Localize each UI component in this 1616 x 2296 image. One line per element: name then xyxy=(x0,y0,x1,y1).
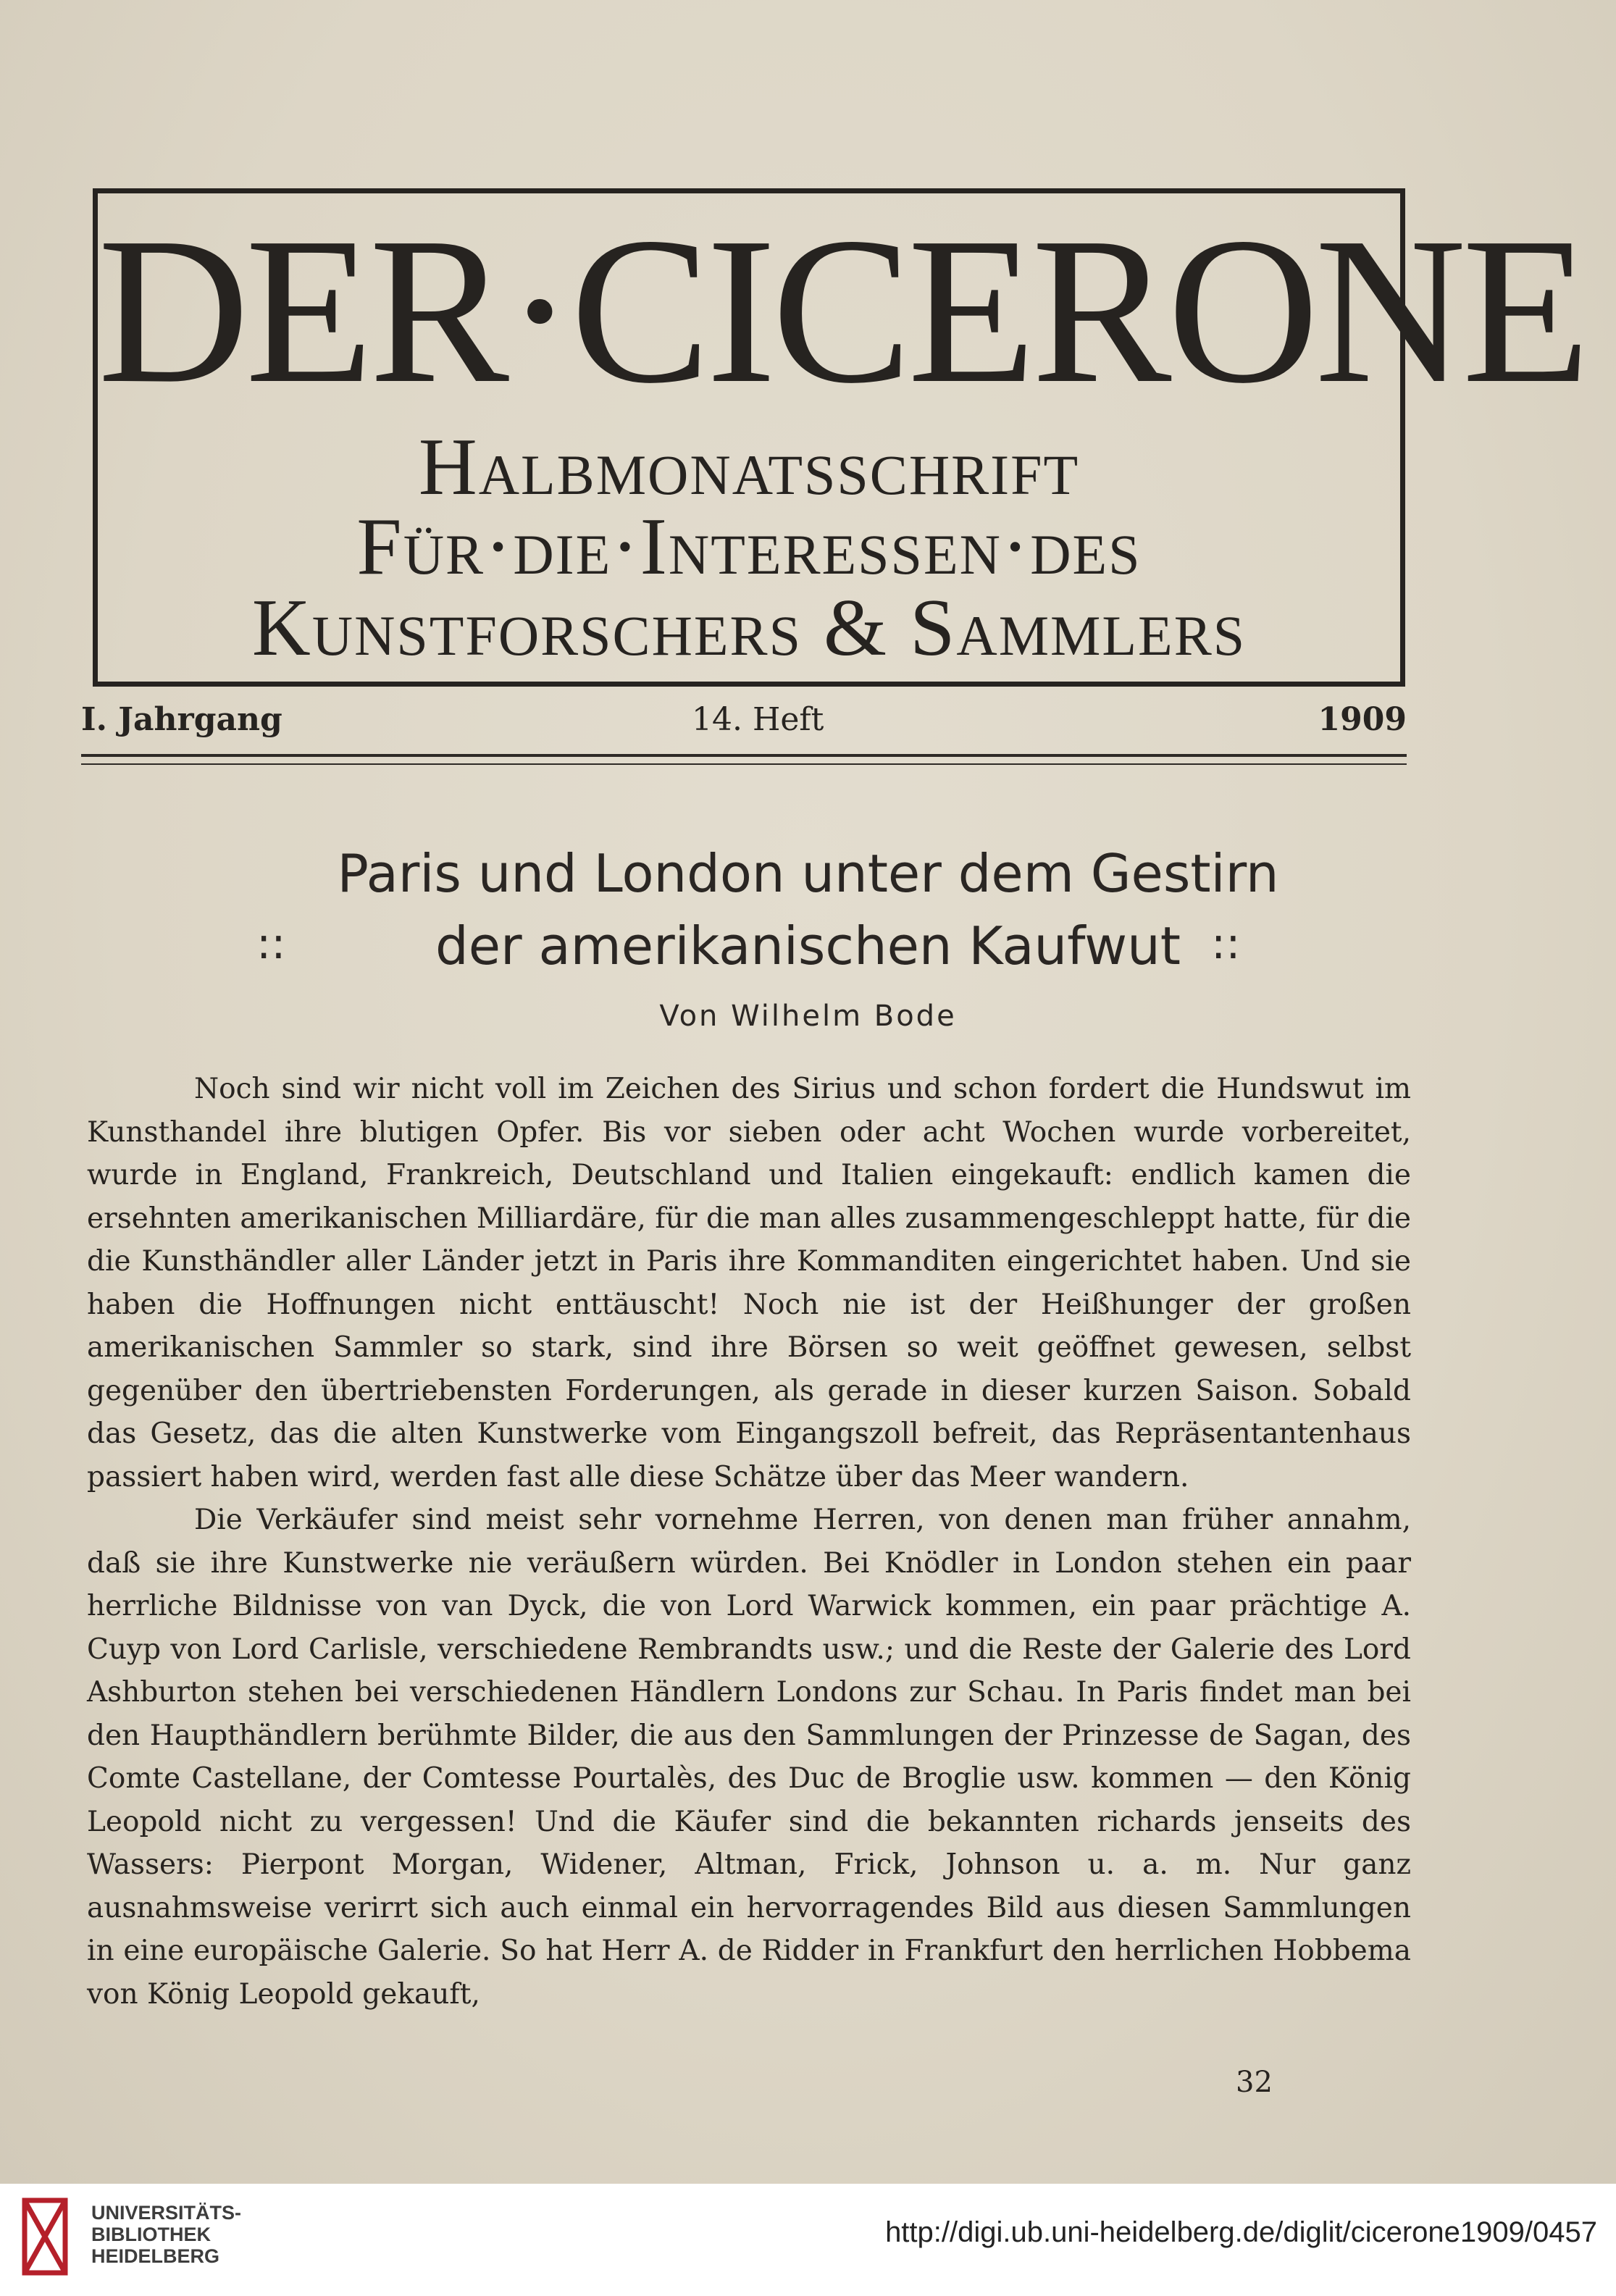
article-title-line-2: der amerikanischen Kaufwut xyxy=(435,916,1181,976)
title-ornament-right: :: xyxy=(1211,918,1241,969)
article-title-line-1: Paris und London unter dem Gestirn xyxy=(337,843,1279,904)
issue-volume: I. Jahrgang xyxy=(81,701,282,738)
page-number: 32 xyxy=(1236,2066,1273,2099)
header-rule-thick xyxy=(81,754,1407,757)
journal-title: DER·CICERONE xyxy=(98,194,1586,427)
title-ornament-left: :: xyxy=(256,918,286,969)
journal-subtitle-line-2: Für·die·Interessen·des xyxy=(356,502,1142,592)
masthead-frame xyxy=(93,188,1586,687)
source-url-link[interactable]: http://digi.ub.uni-heidelberg.de/diglit/cicerone1909/0457 xyxy=(885,2216,1597,2248)
paragraph: Noch sind wir nicht voll im Zeichen des Sirius und schon fordert die Hundswut im Kunsthandel ihre blutigen Opfer. Bis vor sieben oder acht Wochen wurde vorbereitet, wurde in England, Frankreich, Deutschland und Italien eingekauft: endlich kamen die ersehnten amerikanischen Milliardäre, für die man alles zusammengeschleppt hatte, für die die Kunsthändler aller Länder jetzt in Paris ihre Kommanditen eingerichtet haben. Und sie haben die Hoffnungen nicht enttäuscht! Noch nie ist der Heißhunger der großen amerikanischen Sammler so stark, sind ihre Börsen so weit geöffnet gewesen, selbst gegenüber den übertriebensten Forderungen, als gerade in dieser kurzen Saison. Sobald das Gesetz, das die alten Kunstwerke vom Eingangszoll befreit, das Repräsentantenhaus passiert haben wird, werden fast alle diese Schätze über das Meer wandern. xyxy=(87,1073,1411,1493)
library-logo-icon xyxy=(19,2195,85,2282)
library-name-line-2: BIBLIOTHEK xyxy=(91,2224,211,2245)
journal-subtitle-line-3: Kunstforschers & Sammlers xyxy=(251,583,1247,673)
library-name xyxy=(91,2202,241,2267)
issue-number: 14. Heft xyxy=(692,701,824,738)
article-byline: Von Wilhelm Bode xyxy=(659,1000,957,1033)
issue-info xyxy=(81,701,1407,752)
library-name-line-1: UNIVERSITÄTS- xyxy=(91,2202,242,2224)
journal-subtitle-line-1: Halbmonatsschrift xyxy=(418,422,1080,512)
paragraph: Die Verkäufer sind meist sehr vornehme Herren, von denen man früher annahm, daß sie ihre Kunstwerke nie veräußern würden. Bei Knödler in London stehen ein paar herrliche Bildnisse von van Dyck, die von Lord Warwick kommen, ein paar prächtige A. Cuyp von Lord Carlisle, verschiedene Rembrandts usw.; und die Reste der Galerie des Lord Ashburton stehen bei verschiedenen Händlern Londons zur Schau. In Paris findet man bei den Haupthändlern berühmte Bilder, die aus den Sammlungen der Prinzesse de Sagan, des Comte Castellane, der Comtesse Pourtalès, des Duc de Broglie usw. kommen — den König Leopold nicht zu vergessen! Und die Käufer sind die bekannten richards jenseits des Wassers: Pierpont Morgan, Widener, Altman, Frick, Johnson u. a. m. Nur ganz ausnahmsweise verirrt sich auch einmal ein hervorragendes Bild aus diesen Sammlungen in eine europäische Galerie. So hat Herr A. de Ridder in Frankfurt den herrlichen Hobbema von König Leopold gekauft, xyxy=(87,1504,1411,2011)
library-name-line-3: HEIDELBERG xyxy=(91,2245,220,2267)
issue-year: 1909 xyxy=(1318,701,1407,738)
header-rule-thin xyxy=(81,763,1407,765)
article-body xyxy=(87,1068,1411,2016)
